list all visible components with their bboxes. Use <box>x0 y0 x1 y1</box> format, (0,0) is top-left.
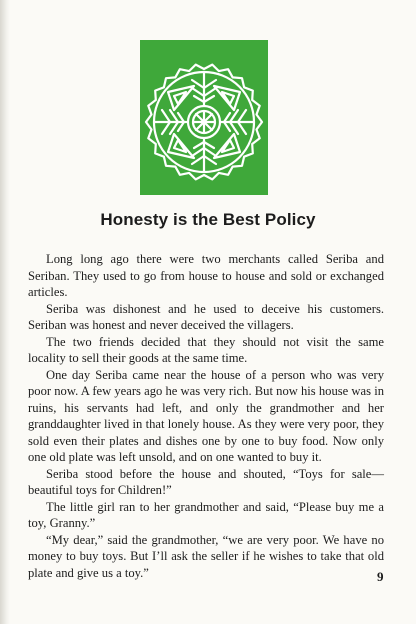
page-edge-shadow <box>0 0 10 624</box>
page-number: 9 <box>377 569 384 584</box>
emblem <box>140 40 268 195</box>
circular-folk-motif-icon <box>140 40 268 195</box>
story-title: Honesty is the Best Policy <box>100 210 316 229</box>
paragraph: Long long ago there were two merchants called Seriba and Seriban. They used to go from house to house and sold or exchanged articles. <box>28 252 384 299</box>
paragraph: “My dear,” said the grandmother, “we are very poor. We have no money to buy toys. But I’ll ask the seller if he wishes to take that old plate and give us a toy.” <box>28 532 384 580</box>
paragraph: One day Seriba came near the house of a person who was very poor now. A few years ago he was very rich. But now his house was in ruins, his servants had left, and only the grandmother and her granddaughter lived in that lonely house. As they were very poor, they sold even their plates and dishes one by one to buy food. Now only one old plate was left unsold, and on one wanted to buy it. <box>28 367 384 464</box>
paragraph: The two friends decided that they should not visit the same locality to sell their goods at the same time. <box>28 334 384 365</box>
paragraph: Seriba stood before the house and shouted, “Toys for sale—beautiful toys for Children!” <box>28 466 384 497</box>
paragraph: Seriba was dishonest and he used to deceive his customers. Seriban was honest and never deceived the villagers. <box>28 301 384 332</box>
paragraph: The little girl ran to her grandmother and said, “Please buy me a toy, Granny.” <box>28 499 384 530</box>
story-body <box>28 251 384 581</box>
